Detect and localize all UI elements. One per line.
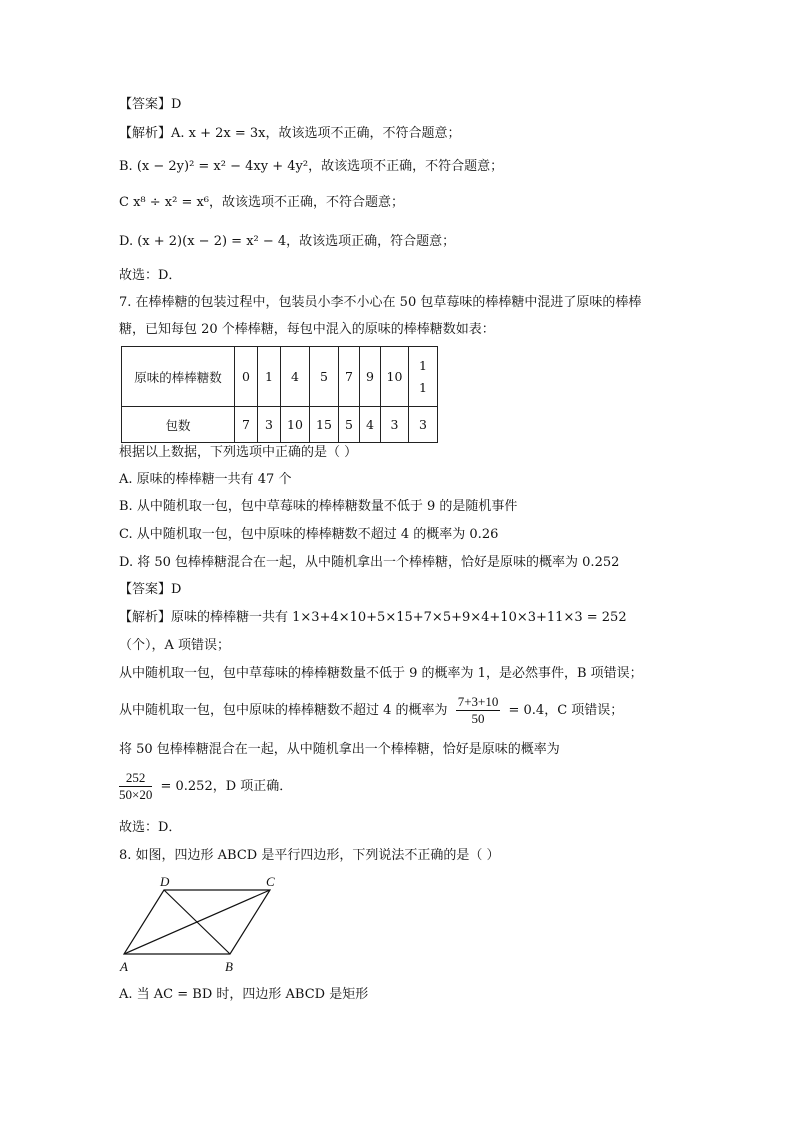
q7-analysis-line4	[119, 692, 623, 730]
table-cell: 1	[258, 347, 281, 407]
q7-analysis-line2: （个），A 项错误；	[119, 638, 231, 653]
q6-conclusion: 故选：D．	[119, 268, 182, 283]
table-cell: 7	[235, 407, 258, 443]
table-header-cell: 包数	[122, 407, 235, 443]
table-cell-digit: 1	[419, 357, 427, 373]
q7-analysis-line3: 从中随机取一包，包中草莓味的棒棒糖数量不低于 9 的概率为 1，是必然事件，B 项错误；	[119, 666, 643, 681]
q7-data-table	[121, 346, 438, 443]
q8-option-a: A. 当 AC = BD 时，四边形 ABCD 是矩形	[119, 987, 369, 1002]
table-cell: 3	[381, 407, 409, 443]
table-cell: 4	[360, 407, 381, 443]
table-row	[122, 407, 438, 443]
fraction-denominator: 50	[471, 711, 485, 726]
vertex-label-c: C	[266, 874, 275, 889]
fraction	[119, 770, 152, 803]
q7-option-a: A. 原味的棒棒糖一共有 47 个	[119, 472, 292, 487]
table-cell: 10	[381, 347, 409, 407]
q7-answer: 【答案】D	[119, 582, 182, 597]
table-cell: 5	[310, 347, 339, 407]
table-cell: 4	[281, 347, 310, 407]
table-cell: 10	[281, 407, 310, 443]
q6-option-c: C x⁸ ÷ x² = x⁶，故该选项不正确，不符合题意；	[119, 195, 405, 210]
fraction-numerator: 252	[119, 770, 152, 787]
q7-analysis-line6	[115, 768, 292, 806]
q7-analysis-line4-text: 从中随机取一包，包中原味的棒棒糖数不超过 4 的概率为	[119, 703, 448, 718]
fraction-denominator: 50×20	[119, 787, 153, 802]
q7-prompt: 根据以上数据，下列选项中正确的是（ ）	[119, 445, 358, 460]
table-cell: 7	[339, 347, 360, 407]
q7-analysis-line4-result: = 0.4，C 项错误；	[508, 703, 624, 718]
table-cell-wrapped	[409, 347, 438, 407]
q8-stem: 8. 如图，四边形 ABCD 是平行四边形，下列说法不正确的是（ ）	[119, 848, 500, 863]
vertex-label-b: B	[225, 959, 233, 974]
table-cell: 3	[409, 407, 438, 443]
vertex-label-d: D	[160, 874, 170, 889]
table-cell: 9	[360, 347, 381, 407]
q6-option-b: B. (x − 2y)² = x² − 4xy + 4y²，故该选项不正确，不符合题意；	[119, 159, 504, 174]
q7-option-b: B. 从中随机取一包，包中草莓味的棒棒糖数量不低于 9 的是随机事件	[119, 499, 518, 514]
table-cell: 5	[339, 407, 360, 443]
vertex-label-a: A	[120, 959, 128, 974]
diagonal-bd	[164, 890, 230, 954]
table-cell: 15	[310, 407, 339, 443]
q7-analysis-line6-result: = 0.252，D 项正确．	[160, 779, 293, 794]
q6-option-d: D. (x + 2)(x − 2) = x² − 4，故该选项正确，符合题意；	[119, 234, 456, 249]
table-row	[122, 347, 438, 407]
fraction-numerator: 7+3+10	[457, 694, 499, 709]
table-header-cell: 原味的棒棒糖数	[122, 347, 235, 407]
q7-conclusion: 故选：D．	[119, 820, 182, 835]
q7-stem-line1: 7. 在棒棒糖的包装过程中，包装员小李不小心在 50 包草莓味的棒棒糖中混进了原味的棒棒	[119, 295, 642, 310]
parallelogram-figure	[112, 870, 292, 976]
table-cell-digit: 1	[419, 379, 427, 395]
q7-analysis-line1: 【解析】原味的棒棒糖一共有 1×3+4×10+5×15+7×5+9×4+10×3+11×3 = 252	[119, 610, 627, 625]
table-cell: 3	[258, 407, 281, 443]
fraction	[456, 694, 501, 727]
q7-option-d: D. 将 50 包棒棒糖混合在一起，从中随机拿出一个棒棒糖，恰好是原味的概率为 0.252	[119, 555, 620, 570]
q7-analysis-line5: 将 50 包棒棒糖混合在一起，从中随机拿出一个棒棒糖，恰好是原味的概率为	[119, 742, 560, 757]
q6-answer: 【答案】D	[119, 97, 182, 112]
q7-option-c: C. 从中随机取一包，包中原味的棒棒糖数不超过 4 的概率为 0.26	[119, 527, 499, 542]
q6-analysis-a: 【解析】A. x + 2x = 3x，故该选项不正确，不符合题意；	[119, 126, 461, 141]
q7-stem-line2: 糖，已知每包 20 个棒棒糖，每包中混入的原味的棒棒糖数如表：	[119, 322, 495, 337]
table-cell: 0	[235, 347, 258, 407]
